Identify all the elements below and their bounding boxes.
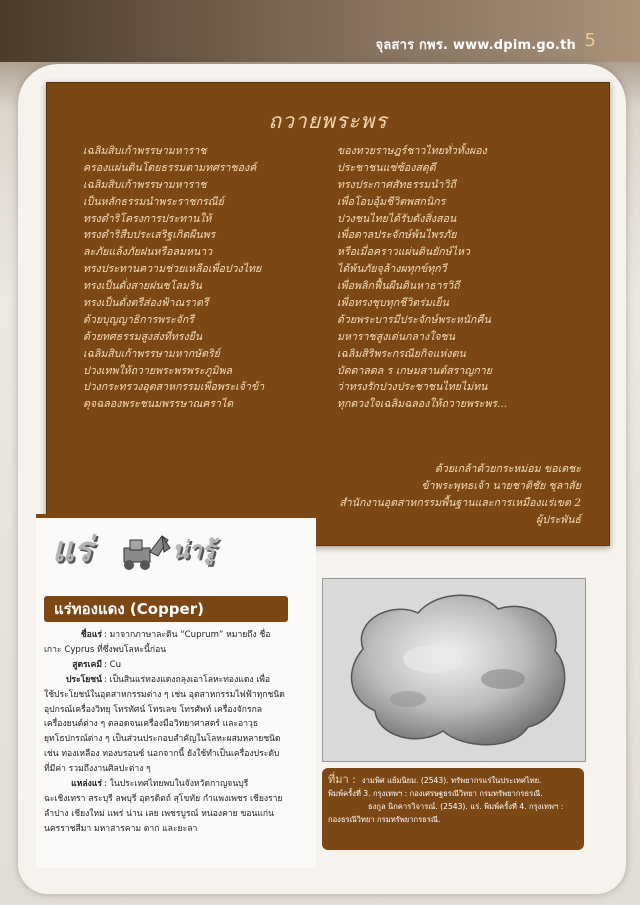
poem-line: ทรงดำริโครงการประทานให้ <box>83 212 212 225</box>
reference-line: กองธรณีวิทยา กรมทรัพยากรธรณี. <box>328 815 441 824</box>
reference-line: งามพิศ แย้มนิยม. (2543). ทรัพยากรแร่ในประเทศไทย. <box>361 776 542 785</box>
poem-line: เพื่อดาลประจักษ์พ้นไพรภัย <box>337 229 457 242</box>
signature-line: ผู้ประพันธ์ <box>535 514 581 526</box>
poem-line: เพื่อโอบอุ้มชีวิตพสกนิกร <box>337 195 446 208</box>
poem-line: ประชาชนแซ่ซ้องสดุดี <box>337 161 436 174</box>
poem-line: ปวงกระทรวงอุตสาหกรรมเพื่อพระเจ้าข้า <box>83 381 265 394</box>
article-title: แร่ทองแดง (Copper) <box>44 596 288 622</box>
poem-line: ละภัยแล้งภัยฝนหรือลมหนาว <box>83 246 213 259</box>
source-paragraph <box>44 777 312 792</box>
benefit-label: ประโยชน์ <box>65 674 102 685</box>
formula-label: สูตรเคมี <box>72 659 102 670</box>
logo-text-main: แร่ <box>52 530 93 570</box>
name-continued: เกาะ Cyprus ที่ซึ่งพบโลหะนี้ก่อน <box>44 644 167 655</box>
reference-box <box>322 768 584 850</box>
poem-line: เป็นหลักธรรมนำพระราชกรณีย์ <box>83 195 224 208</box>
poem-line: ครองแผ่นดินโดยธรรมตามทศราชองค์ <box>83 161 257 174</box>
signature-line: ข้าพระพุทธเจ้า นายชาติชัย ชุลาลัย <box>421 480 581 492</box>
benefit-line: ที่มีค่า รวมถึงงานศิลปะต่าง ๆ <box>44 764 151 775</box>
poem-line: ปวงชนไทยได้รับดังสิ่งสอน <box>337 212 457 225</box>
reference-line-1 <box>328 773 580 787</box>
poem-line: ด้วยทศธรรมสูงส่งที่ทรงยืน <box>83 330 203 343</box>
benefit-paragraph <box>44 673 312 688</box>
excavator-icon <box>116 528 172 572</box>
benefit-line: เช่น ทองเหลือง ทองบรอนซ์ นอกจากนี้ ยังใช้ทำเป็นเครื่องประดับ <box>44 749 280 760</box>
logo-text-sub: น่ารู้ <box>172 536 215 564</box>
reference-text <box>328 773 580 826</box>
poem-line: ทรงเป็นดั่งสายฝนชโลมริน <box>83 280 202 293</box>
poem-box <box>46 82 610 546</box>
poem-line: เฉลิมสิบเก้าพรรษามหากษัตริย์ <box>83 347 220 360</box>
poem-left-column <box>83 143 264 413</box>
poem-line: ด้วยพระบารมีประจักษ์พระหนักคืน <box>337 313 491 326</box>
reference-label: ที่มา : <box>328 773 356 786</box>
benefit-text: : เป็นสินแร่ทองแดงถลุงเอาโลหะทองแดง เพื่อ <box>104 674 271 685</box>
name-paragraph <box>44 628 312 643</box>
poem-line: เฉลิมสิบเก้าพรรษามหาราช <box>83 145 207 157</box>
poem-line: ทุกดวงใจเฉลิมฉลองให้ถวายพระพร... <box>337 398 508 411</box>
copper-nugget-image <box>323 579 585 761</box>
poem-signature <box>339 461 581 529</box>
signature-line: ด้วยเกล้าด้วยกระหม่อม ขอเดชะ <box>434 463 581 475</box>
poem-line: ทรงเป็นดั่งตรีส่องฟ้าณราตรี <box>83 297 209 310</box>
mineral-logo <box>44 522 234 582</box>
reference-line: ธงกูล นิกคารวิจารณ์. (2543). แร่. พิมพ์ครั้งที่ 4. กรุงเทพฯ : <box>368 802 564 811</box>
source-line: นครราชสีมา มหาสารคาม ตาก และยะลา <box>44 823 198 834</box>
source-text: : ในประเทศไทยพบในจังหวัดกาญจนบุรี <box>104 779 249 790</box>
name-label: ชื่อแร่ <box>80 630 102 640</box>
reference-line: พิมพ์ครั้งที่ 3. กรุงเทพฯ : กองเศรษฐธรณีวิทยา กรมทรัพยากรธรณี. <box>328 789 543 798</box>
source-line: ฉะเชิงเทรา สระบุรี ลพบุรี อุตรดิตถ์ สุโขทัย กำแพงเพชร เชียงราย <box>44 793 283 804</box>
source-label: แหล่งแร่ <box>71 779 102 790</box>
poem-line: ได้พ้นภัยจุล้างผทุกข์ทุกวี <box>337 263 447 276</box>
publication-header: จุลสาร กพร. www.dpim.go.th <box>375 38 576 53</box>
poem-line: เพื่อพลิกฟื้นผืนดินหาธารวิถี <box>337 280 460 293</box>
poem-line: เฉลิมสิริพระกรณียกิจแห่งตน <box>337 347 466 360</box>
copper-nugget-photo <box>322 578 586 762</box>
poem-line: ว่าทรงรักปวงประชาชนไทยไม่ทน <box>337 381 488 394</box>
benefit-line: ยุทโธปกรณ์ต่าง ๆ เป็นส่วนประกอบสำคัญในโลหะผสมหลายชนิด <box>44 734 281 745</box>
poem-line: มหาราชสูงเด่นกลางใจชน <box>337 330 455 343</box>
poem-line: ของทวยราษฎร์ชาวไทยทั่วทั้งผอง <box>337 145 487 157</box>
signature-line: สำนักงานอุตสาหกรรมพื้นฐานและการเหมืองแร่เขต 2 <box>339 497 581 509</box>
benefit-line: ใช้ประโยชน์ในอุตสาหกรรมต่าง ๆ เช่น อุตสาหกรรมไฟฟ้าทุกชนิด <box>44 689 285 700</box>
poem-line: ดุจฉลองพระชนมพรรษาณคราได <box>83 398 234 411</box>
benefit-line: เครื่องยนต์ต่าง ๆ ตลอดจนเครื่องมือวิทยาศาสตร์ และอาวุธ <box>44 719 259 730</box>
formula-text: : Cu <box>104 659 122 670</box>
poem-line: บัดดาลดล ร เกษมสานต์สราญกาย <box>337 364 492 377</box>
article-body <box>44 628 312 837</box>
name-text: : มาจากภาษาละติน “Cuprum” หมายถึง ชื่อ <box>104 630 271 640</box>
poem-line: ทรงประทานความช่วยเหลือเพื่อปวงไทย <box>83 263 262 276</box>
source-line: ลำปาง เชียงใหม่ แพร่ น่าน เลย เพชรบูรณ์ หนองคาย ขอนแก่น <box>44 808 274 819</box>
formula-paragraph <box>44 658 312 673</box>
page-number: 5 <box>584 30 596 51</box>
poem-line: ปวงเทพให้ถวายพระพรพระภูมิพล <box>83 364 232 377</box>
benefit-line: อุปกรณ์เครื่องวิทยุ โทรทัศน์ โทรเลข โทรศัพท์ เครื่องจักรกล <box>44 704 263 715</box>
poem-line: ด้วยบุญญาธิการพระจักรี <box>83 313 194 326</box>
poem-right-column <box>337 143 507 413</box>
poem-line: ทรงประกาศสัทธรรมนำวิถี <box>337 178 456 191</box>
poem-title: ถวายพระพร <box>268 109 388 133</box>
poem-line: เพื่อทรงชุบทุกชีวิตร่มเย็น <box>337 297 449 310</box>
poem-line: ทรงดำริสืบประเสริฐเกิดผืนพร <box>83 229 216 242</box>
poem-line: เฉลิมสิบเก้าพรรษามหาราช <box>83 178 207 191</box>
poem-line: หรือเมื่อคราวแผ่นดินยักษ์ไหว <box>337 246 470 259</box>
